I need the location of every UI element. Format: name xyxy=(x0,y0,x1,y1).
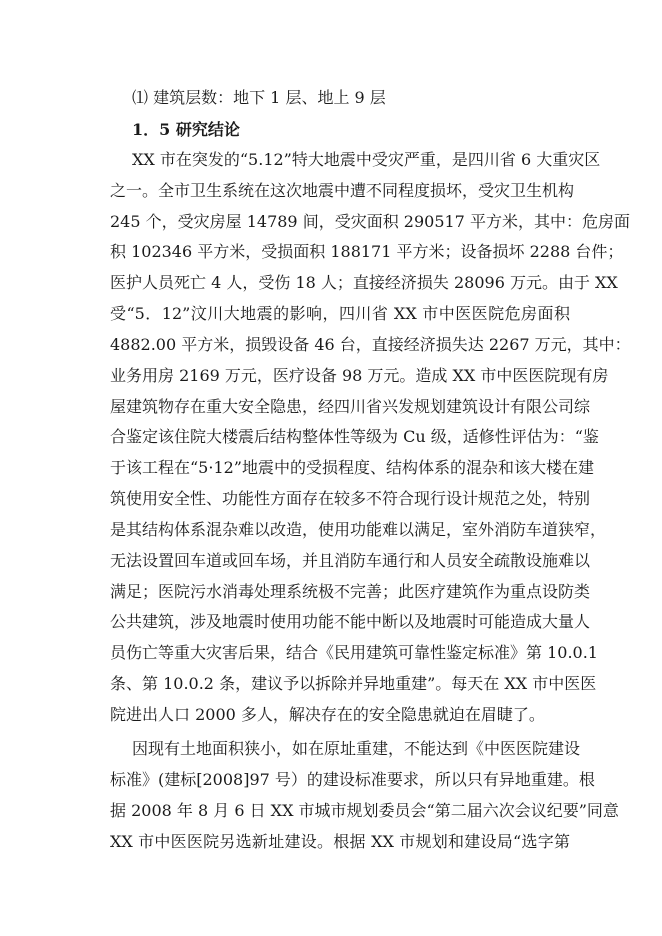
paragraph-line: 标准》(建标[2008]97 号）的建设标准要求，所以只有异地重建。根 xyxy=(110,770,595,789)
paragraph-line: 据 2008 年 8 月 6 日 XX 市城市规划委员会“第二届六次会议纪要”同意 xyxy=(110,801,619,820)
paragraph-line: 无法设置回车道或回车场，并且消防车通行和人员安全疏散设施难以 xyxy=(110,551,591,570)
paragraph-line: 满足；医院污水消毒处理系统极不完善；此医疗建筑作为重点设防类 xyxy=(110,582,591,601)
paragraph-line: XX 市在突发的“5.12”特大地震中受灾严重，是四川省 6 大重灾区 xyxy=(132,150,601,169)
paragraph-line: 院进出人口 2000 多人，解决存在的安全隐患就迫在眉睫了。 xyxy=(110,705,545,724)
paragraph-line: 受“5．12”汶川大地震的影响，四川省 XX 市中医医院危房面积 xyxy=(110,304,570,323)
paragraph-line: 业务用房 2169 万元，医疗设备 98 万元。造成 XX 市中医医院现有房 xyxy=(110,366,609,385)
paragraph-line: 公共建筑，涉及地震时使用功能不能中断以及地震时可能造成大量人 xyxy=(110,612,591,631)
paragraph-line: 屋建筑物存在重大安全隐患，经四川省兴发规划建筑设计有限公司综 xyxy=(110,397,591,416)
paragraph-line: 是其结构体系混杂难以改造，使用功能难以满足，室外消防车道狭窄， xyxy=(110,520,607,539)
paragraph-line: 245 个，受灾房屋 14789 间，受灾面积 290517 平方米，其中：危房面 xyxy=(110,212,630,231)
section-heading: 1．5 研究结论 xyxy=(132,120,240,139)
paragraph-line: 筑使用安全性、功能性方面存在较多不符合现行设计规范之处，特别 xyxy=(110,489,591,508)
paragraph-line: 4882.00 平方米，损毁设备 46 台，直接经济损失达 2267 万元，其中： xyxy=(110,335,631,354)
paragraph-line: 条、第 10.0.2 条，建议予以拆除并异地重建”。每天在 XX 市中医医 xyxy=(110,674,597,693)
paragraph-line: 员伤亡等重大灾害后果，结合《民用建筑可靠性鉴定标准》第 10.0.1 xyxy=(110,643,598,662)
paragraph-line: 积 102346 平方米，受损面积 188171 平方米；设备损坏 2288 台件； xyxy=(110,242,624,261)
paragraph-line: 之一。全市卫生系统在这次地震中遭不同程度损坏，受灾卫生机构 xyxy=(110,181,575,200)
paragraph-line: 于该工程在“5·12”地震中的受损程度、结构体系的混杂和该大楼在建 xyxy=(110,458,594,477)
paragraph-line: XX 市中医医院另选新址建设。根据 XX 市规划和建设局“选字第 xyxy=(110,832,570,851)
paragraph-line: 医护人员死亡 4 人，受伤 18 人；直接经济损失 28096 万元。由于 XX xyxy=(110,273,618,292)
paragraph-line: 因现有土地面积狭小，如在原址重建，不能达到《中医医院建设 xyxy=(132,739,581,758)
paragraph-line: 合鉴定该住院大楼震后结构整体性等级为 Cu 级，适修性评估为：“鉴 xyxy=(110,427,599,446)
building-floors-item: ⑴ 建筑层数：地下 1 层、地上 9 层 xyxy=(132,88,386,107)
